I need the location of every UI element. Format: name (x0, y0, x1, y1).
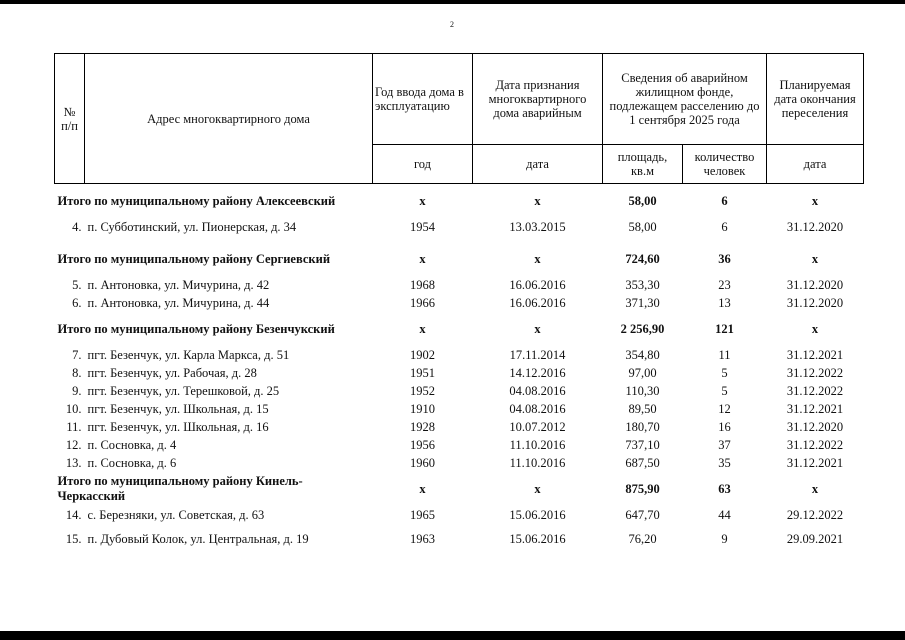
header-people: количество человек (683, 145, 767, 184)
total-label: Итого по муниципальному району Кинель-Черкасский (57, 474, 303, 503)
row-year: 1968 (410, 277, 435, 292)
row-area: 737,10 (625, 437, 660, 452)
header-date: дата (473, 145, 603, 184)
row-end: 29.12.2022 (786, 507, 844, 522)
row-num: 6. (72, 295, 82, 310)
row-end: 31.12.2022 (786, 365, 844, 380)
row-area: 97,00 (628, 365, 657, 380)
row-date: 13.03.2015 (509, 219, 566, 234)
table-row (55, 436, 864, 454)
row-date: 04.08.2016 (509, 401, 566, 416)
total-people: 6 (721, 193, 728, 208)
total-date: х (534, 193, 541, 208)
row-date: 11.10.2016 (509, 437, 566, 452)
row-people: 35 (718, 455, 731, 470)
row-num: 11. (66, 419, 82, 434)
row-address: п. Дубовый Колок, ул. Центральная, д. 19 (87, 531, 309, 546)
row-end: 31.12.2020 (786, 419, 844, 434)
row-people: 13 (718, 295, 731, 310)
header-num: № п/п (55, 54, 85, 184)
row-date: 16.06.2016 (509, 277, 566, 292)
total-date: х (534, 251, 541, 266)
row-address: п. Антоновка, ул. Мичурина, д. 44 (87, 295, 270, 310)
header-planned-end: Планируемая дата окончания переселения (767, 54, 864, 145)
row-num: 9. (72, 383, 82, 398)
row-people: 5 (721, 383, 728, 398)
table-row (55, 454, 864, 472)
total-year: х (419, 321, 426, 336)
total-date: х (534, 321, 541, 336)
table-row (55, 218, 864, 236)
row-address: с. Березняки, ул. Советская, д. 63 (87, 507, 265, 522)
total-label: Итого по муниципальному району Безенчукский (57, 321, 335, 336)
row-num: 13. (65, 455, 82, 470)
row-address: пгт. Безенчук, ул. Рабочая, д. 28 (87, 365, 257, 380)
row-year: 1966 (410, 295, 435, 310)
table-row-total (55, 184, 864, 219)
row-date: 15.06.2016 (509, 531, 566, 546)
total-area: 875,90 (625, 481, 660, 496)
row-num: 12. (65, 437, 82, 452)
table-row (55, 346, 864, 364)
row-date: 17.11.2014 (509, 347, 566, 362)
header-recognition-date: Дата признания многоквартирного дома аварийным (473, 54, 603, 145)
row-year: 1960 (410, 455, 435, 470)
row-end: 31.12.2021 (786, 401, 844, 416)
row-num: 5. (72, 277, 82, 292)
row-year: 1956 (410, 437, 435, 452)
total-year: х (419, 481, 426, 496)
row-end: 31.12.2022 (786, 437, 844, 452)
row-end: 29.09.2021 (786, 531, 844, 546)
row-area: 76,20 (628, 531, 657, 546)
total-end: х (811, 481, 819, 496)
row-date: 16.06.2016 (509, 295, 566, 310)
total-date: х (534, 481, 541, 496)
table-row (55, 382, 864, 400)
row-people: 23 (718, 277, 731, 292)
row-num: 7. (72, 347, 82, 362)
row-end: 31.12.2020 (786, 219, 844, 234)
row-people: 6 (721, 219, 728, 234)
header-area: площадь, кв.м (603, 145, 683, 184)
total-area: 2 256,90 (620, 321, 665, 336)
table-row (55, 418, 864, 436)
row-people: 9 (721, 531, 728, 546)
row-area: 110,30 (625, 383, 660, 398)
row-people: 11 (718, 347, 731, 362)
total-area: 724,60 (625, 251, 660, 266)
row-address: п. Сосновка, д. 4 (87, 437, 177, 452)
row-date: 11.10.2016 (509, 455, 566, 470)
row-area: 354,80 (625, 347, 660, 362)
row-address: п. Сосновка, д. 6 (87, 455, 177, 470)
row-end: 31.12.2021 (786, 455, 844, 470)
row-area: 687,50 (625, 455, 660, 470)
header-fund-info: Сведения об аварийном жилищном фонде, подлежащем расселению до 1 сентября 2025 года (603, 54, 767, 145)
total-label: Итого по муниципальному району Сергиевский (57, 251, 331, 266)
header-year-in-service: Год ввода дома в эксплуатацию (373, 54, 473, 145)
row-num: 10. (65, 401, 82, 416)
row-people: 16 (718, 419, 731, 434)
row-area: 89,50 (628, 401, 657, 416)
row-year: 1902 (410, 347, 435, 362)
scan-edge-top (0, 0, 905, 4)
row-area: 647,70 (625, 507, 660, 522)
row-people: 12 (718, 401, 731, 416)
total-end: х (811, 193, 819, 208)
table-row (55, 400, 864, 418)
total-area: 58,00 (628, 193, 657, 208)
emergency-housing-table (54, 53, 864, 548)
table-row (55, 364, 864, 382)
row-area: 353,30 (625, 277, 660, 292)
total-year: х (419, 193, 426, 208)
row-address: п. Субботинский, ул. Пионерская, д. 34 (87, 219, 297, 234)
row-area: 371,30 (625, 295, 660, 310)
table-row-total (55, 472, 864, 506)
total-end: х (811, 321, 819, 336)
row-year: 1928 (410, 419, 435, 434)
row-year: 1954 (410, 219, 435, 234)
row-date: 10.07.2012 (509, 419, 566, 434)
page-number: 2 (450, 20, 454, 29)
row-people: 5 (721, 365, 728, 380)
row-year: 1963 (410, 531, 435, 546)
table-row (55, 506, 864, 524)
row-area: 58,00 (628, 219, 657, 234)
row-address: пгт. Безенчук, ул. Терешковой, д. 25 (87, 383, 280, 398)
total-people: 63 (718, 481, 731, 496)
row-people: 37 (718, 437, 731, 452)
row-year: 1951 (410, 365, 435, 380)
row-area: 180,70 (625, 419, 660, 434)
row-year: 1910 (410, 401, 435, 416)
row-end: 31.12.2022 (786, 383, 844, 398)
row-address: пгт. Безенчук, ул. Школьная, д. 16 (87, 419, 269, 434)
row-end: 31.12.2021 (786, 347, 844, 362)
row-people: 44 (718, 507, 731, 522)
row-end: 31.12.2020 (786, 277, 844, 292)
total-label: Итого по муниципальному району Алексеевский (57, 193, 336, 208)
row-date: 14.12.2016 (509, 365, 566, 380)
scan-edge-bottom (0, 631, 905, 640)
row-num: 4. (72, 219, 82, 234)
table-row-total (55, 242, 864, 276)
table-row (55, 530, 864, 548)
total-year: х (419, 251, 426, 266)
row-address: пгт. Безенчук, ул. Школьная, д. 15 (87, 401, 269, 416)
table-row (55, 294, 864, 312)
row-address: пгт. Безенчук, ул. Карла Маркса, д. 51 (87, 347, 290, 362)
total-people: 36 (718, 251, 731, 266)
row-date: 04.08.2016 (509, 383, 566, 398)
row-year: 1965 (410, 507, 435, 522)
row-address: п. Антоновка, ул. Мичурина, д. 42 (87, 277, 270, 292)
total-end: х (811, 251, 819, 266)
row-end: 31.12.2020 (786, 295, 844, 310)
row-num: 15. (65, 531, 82, 546)
table-row-total (55, 312, 864, 346)
row-year: 1952 (410, 383, 435, 398)
row-date: 15.06.2016 (509, 507, 566, 522)
table-row (55, 276, 864, 294)
header-year: год (373, 145, 473, 184)
row-num: 14. (65, 507, 82, 522)
total-people: 121 (715, 321, 734, 336)
row-num: 8. (72, 365, 82, 380)
header-end-date: дата (767, 145, 864, 184)
header-address: Адрес многоквартирного дома (85, 54, 373, 184)
